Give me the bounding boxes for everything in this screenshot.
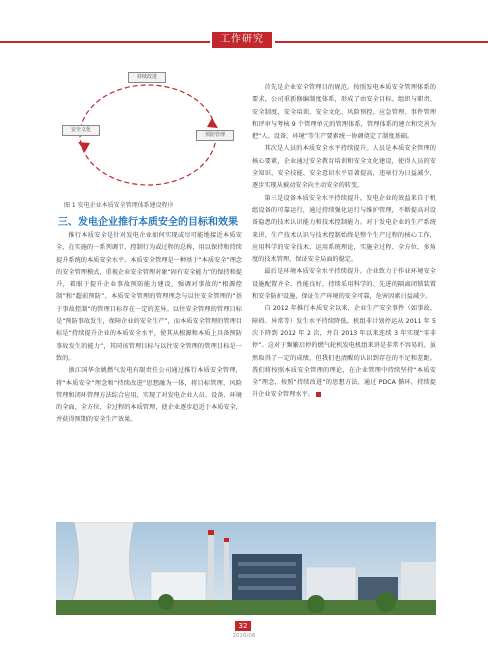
paragraph xyxy=(252,303,436,401)
diagram-node-left: 安全文化 xyxy=(62,125,100,136)
left-column xyxy=(56,230,242,427)
paragraph: 第三是设备本质安全水平持续提升。发电企业的效益来自于机组设备的可靠运行，通过持续强化运行与维护管理，不断提高对设备隐患的技术认识能力和技术控制能力。对于发电企业的生产系统来讲，生产技术认识与技术控制始终是整个生产过程的核心工作，应用科学的安全技术、运用系统理论，实施全过程、全方位、多角度的技术管理，保证安全局面的稳定。 xyxy=(252,194,436,264)
header-rule-left xyxy=(0,41,210,43)
figure-caption: 图 1 发电企业本质安全管理体系建设程序 xyxy=(64,202,174,209)
section-tab: 工作研究 xyxy=(212,32,272,48)
right-column xyxy=(252,82,436,402)
cycle-arrowhead xyxy=(207,118,218,128)
page-number: 32 xyxy=(235,621,251,631)
cycle-arrowhead xyxy=(78,142,90,152)
paragraph: 其次是人员的本质安全水平持续提升。人员是本质安全管理的核心要素，企业通过安全教育培训和安全文化建设，使得人员的安全知识、安全技能、安全意识水平显著提高，违章行为日益减少，逐步实现从被动安全向主动安全的转变。 xyxy=(252,145,436,190)
power-plant-photo xyxy=(56,522,436,615)
diagram-node-right: 预防管理 xyxy=(196,130,234,141)
end-mark xyxy=(316,392,321,397)
paragraph: 浙江国华余姚燃气发电有限责任公司通过推行本质安全管理，将“本质安全”理念和“持续改进”思想融为一体，将目标管理、风险管理和闭环管理方法综合应用，实现了对发电企业人员、设备、环境的全面、全方位、全过程的本质管理，使企业逐步趋近于本质安全，并获得预期的安全生产效果。 xyxy=(56,367,242,424)
issue-date: 2016/08 xyxy=(232,633,256,639)
paragraph: 推行本质安全是针对发电企业如何实现或尽可能地接近本质安全，在实施的一系列调节、控制行为或过程的总称，用以保持和持续提升系统的本质安全水平。本质安全管理是一种基于“本质安全”理念的安全管理模式，重视企业安全管理对象“固有安全能力”的保持和提升，着眼于提升企业事故预防能力建设，强调对事故的“根源控制”和“超前预防”。本质安全管理的管理理念与以往安全管理的“基于事故控制”的管理目标存在一定的差异。以往安全管理的管理目标是“预防事故发生，保障企业的安全生产”，而本质安全管理的管理目标是“持续提升企业的本质安全水平，使其从根源和本质上具备预防事故发生的能力”，其同该管理目标与以往安全管理的管理目标是一致的。 xyxy=(56,232,242,362)
section-header xyxy=(0,30,488,52)
paragraph-text: 自 2012 年推行本质安全以来，企业生产安全事件（如事故、障碍、异常等）发生水平持续降低。机组非计划停运从 2011 年 5 次下降到 2012 年 2 次，并自 2013 年以来连续 3 年实现“零非停”。这对于频繁启停的燃气轮机发电机组来讲是非常不容易的。虽然取得了一定的成绩，但我们也清醒的认识到存在的不足和差距。我们将按照本质安全管理的理论，在企业管理中持续坚持“本质安全”理念，按照“持续改进”的思想方法，通过 PDCA 循环，持续提升企业安全管理水平。 xyxy=(252,305,436,399)
header-rule-right xyxy=(275,41,488,43)
section-heading: 三、发电企业推行本质安全的目标和效果 xyxy=(58,217,238,228)
paragraph: 最后是环境本质安全水平持续提升。企业致力于作业环境安全设施配置齐全、性能良好，持续采用科学的、先进的隔离闭锁装置和安全防护设施，保证生产环境的安全可靠，危害因素日益减少。 xyxy=(252,268,436,301)
paragraph: 首先是企业安全管理目的规范。按照发电本质安全管理体系的要求，公司重新修编制度体系，形成了由安全目标、组织与职责、安全制度、安全培训、安全文化、风险预控、应急管理、事件管理和评审与考核 9 个管理单元的管理体系，管理体系的建立和完善为把“人、设备、环境”等生产要素统一协调奠定了制度基础。 xyxy=(252,84,436,141)
diagram-node-top: 持续改进 xyxy=(128,72,166,83)
